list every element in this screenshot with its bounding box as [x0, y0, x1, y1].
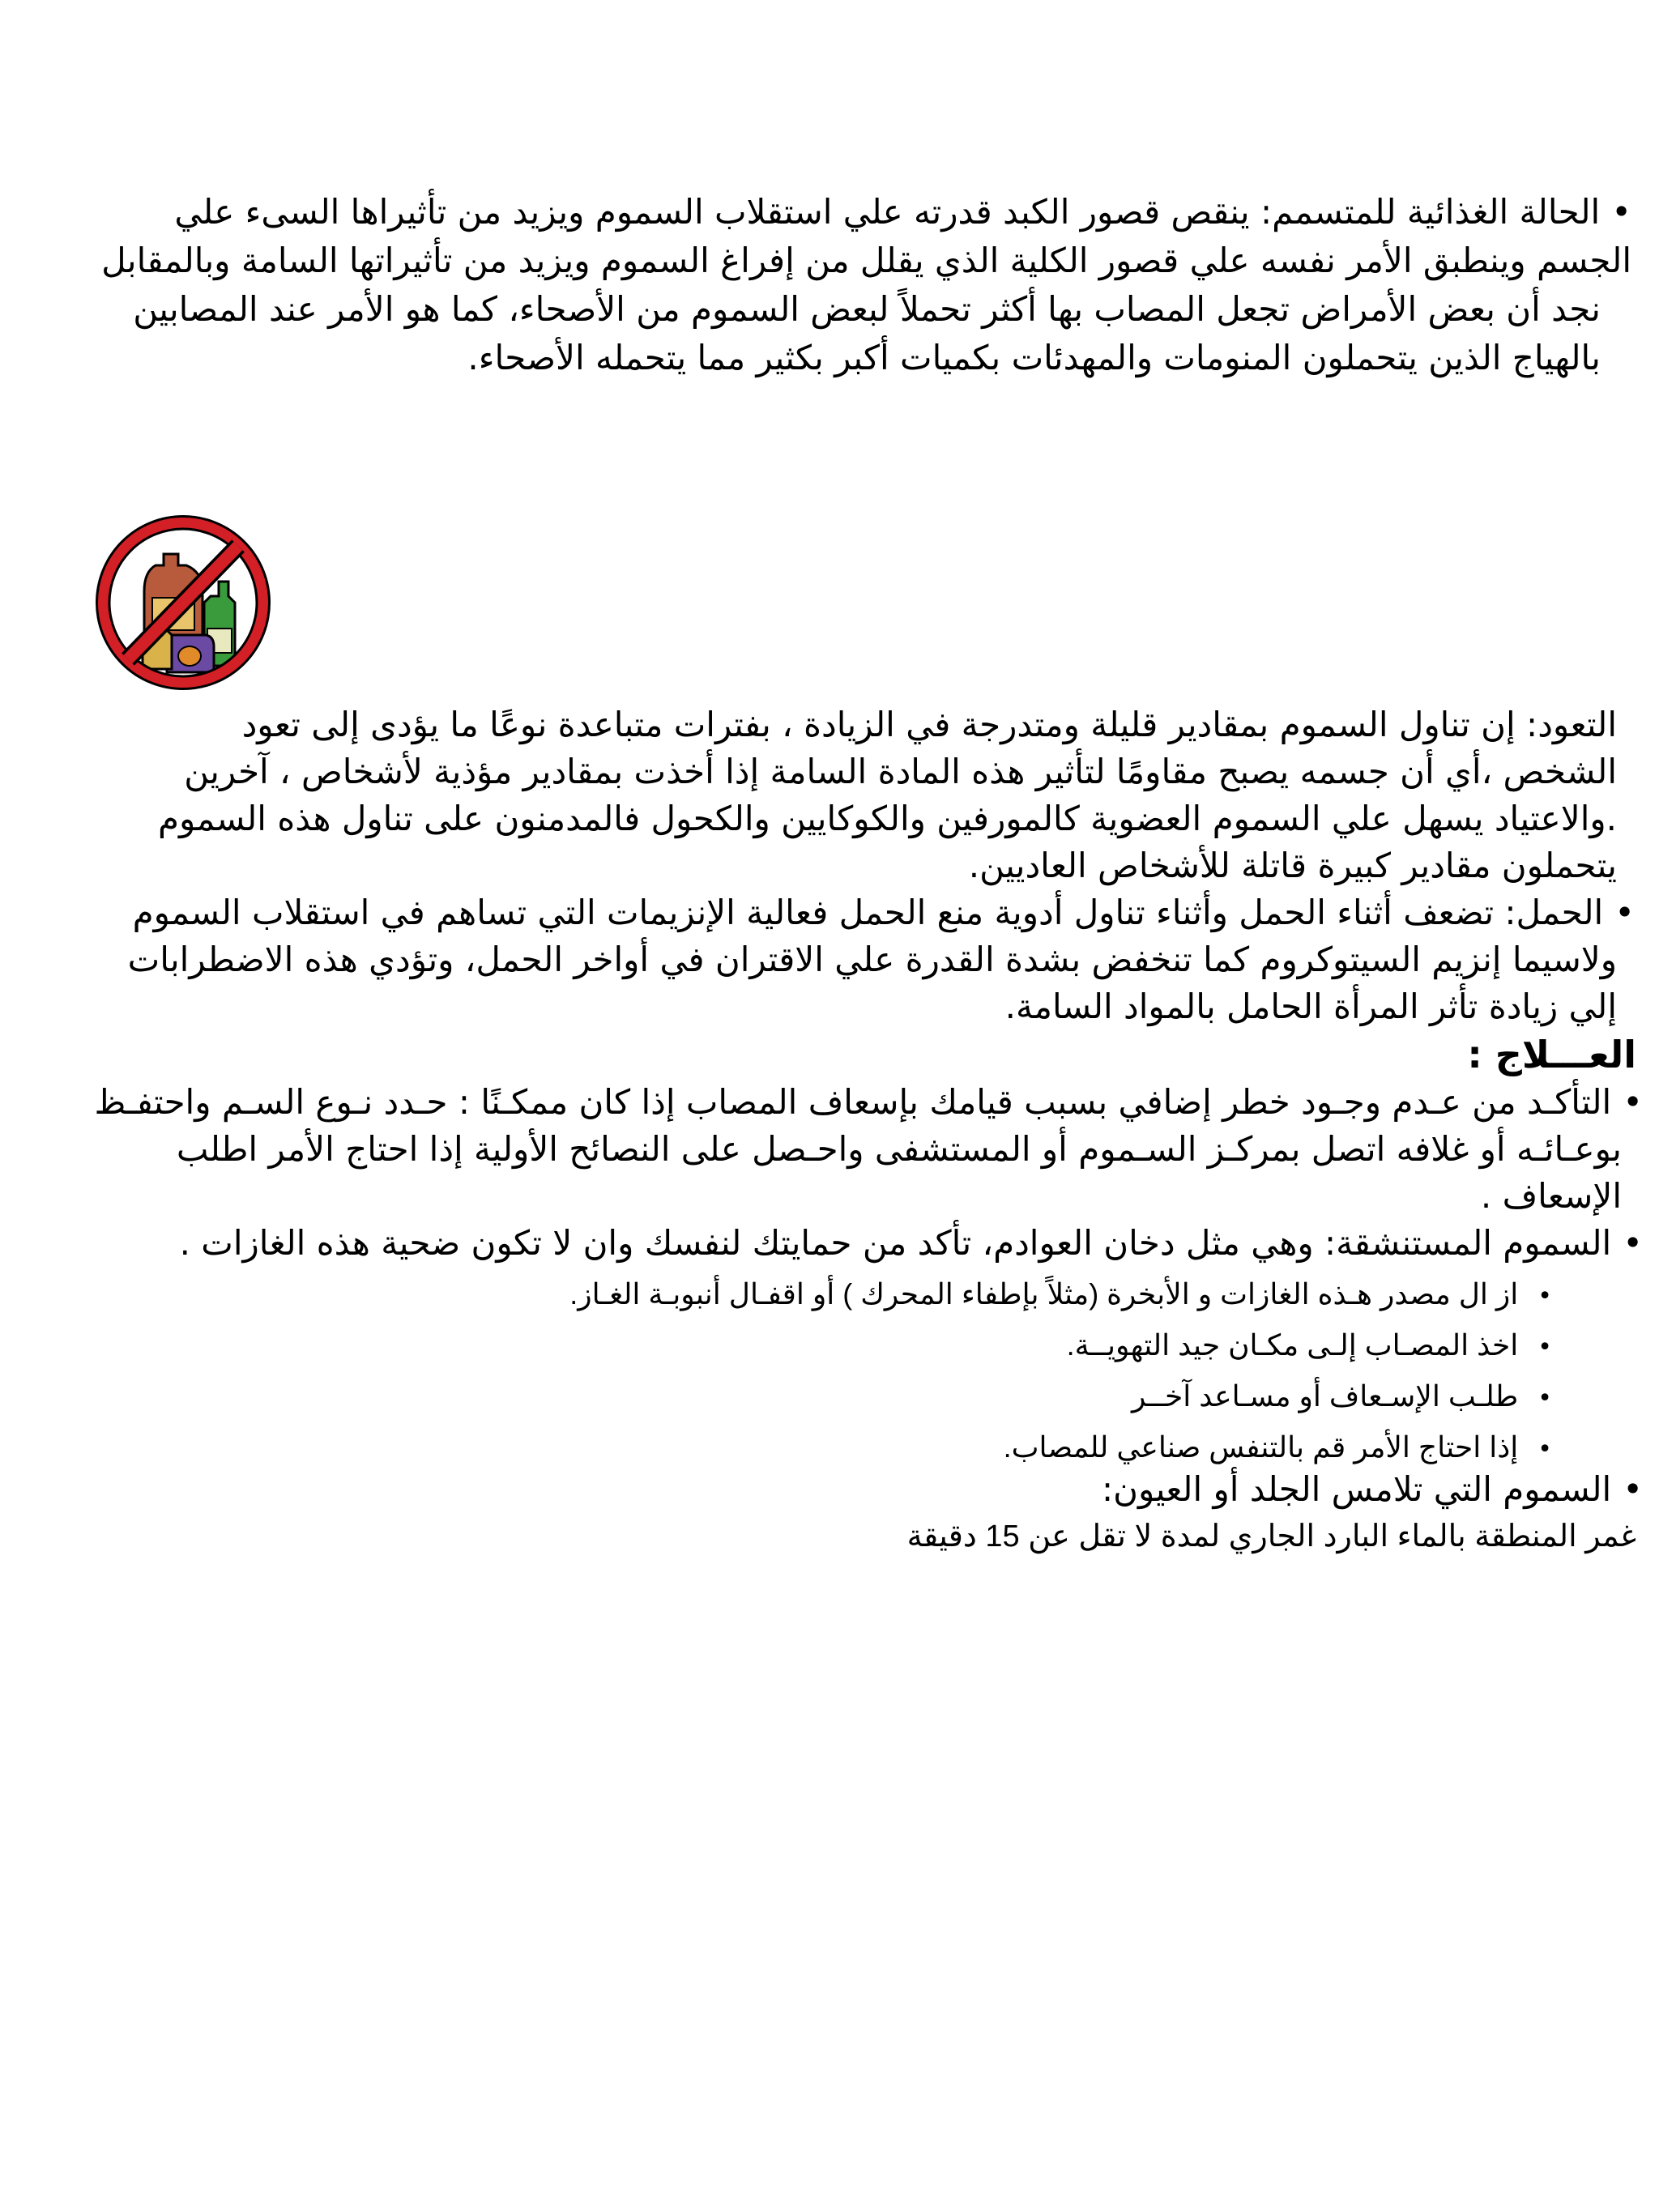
- treatment-section: [15, 1079, 1643, 1267]
- list-item: •إذا احتاج الأمر قم بالتنفس صناعي للمصاب.: [1003, 1430, 1552, 1464]
- paragraph-line: [11, 188, 1631, 237]
- bullet: •: [1623, 1223, 1643, 1263]
- skin-eyes-action: غمر المنطقة بالماء البارد الجاري لمدة لا تقل عن 15 دقيقة: [906, 1519, 1636, 1554]
- list-item: •از ال مصدر هـذه الغازات و الأبخرة (مثلاً بإطفاء المحرك ) أو اقفـال أنبوبـة الغـاز.: [569, 1277, 1552, 1311]
- bullet: •: [1623, 1469, 1643, 1509]
- list-item: •اخذ المصـاب إلـى مكـان جيد التهويــة.: [1066, 1328, 1552, 1362]
- pregnancy-line: إلي زيادة تأثر المرأة الحامل بالمواد السامة.: [1004, 987, 1617, 1026]
- paragraph-text: ينقص قصور الكبد قدرته علي استقلاب السموم ويزيد من تأثيراها السىء علي: [174, 192, 1250, 232]
- bullet: •: [1611, 192, 1631, 232]
- bullet: •: [1623, 1082, 1643, 1122]
- addiction-pregnancy-section: [18, 701, 1638, 1030]
- gas-steps-list: [94, 1270, 1552, 1474]
- inhaled-poisons-line: •السموم المستنشقة: وهي مثل دخان العوادم، تأكد من حمايتك لنفسك وان لا تكون ضحية هذه الغازات .: [179, 1223, 1643, 1263]
- paragraph-line: التعود: إن تناول السموم بمقادير قليلة ومتدرجة في الزيادة ، بفترات متباعدة نوعًا ما يؤدى إلى تعود: [241, 705, 1617, 744]
- bullet: •: [1537, 1435, 1552, 1464]
- paragraph-line: الجسم وينطبق الأمر نفسه علي قصور الكلية الذي يقلل من إفراغ السموم ويزيد من تأثيراتها السامة وبالمقابل: [101, 241, 1631, 280]
- nutritional-state-paragraph: [11, 188, 1631, 382]
- treatment-line: الإسعاف .: [1480, 1176, 1622, 1216]
- bullet: •: [1537, 1384, 1552, 1413]
- pregnancy-line: •الحمل: تضعف أثناء الحمل وأثناء تناول أدوية منع الحمل فعالية الإنزيمات التي تساهم في استقلاب السموم: [132, 893, 1635, 932]
- bullet: •: [1537, 1282, 1552, 1311]
- paragraph-line: .والاعتياد يسهل علي السموم العضوية كالمورفين والكوكايين والكحول فالمدمنون على تناول هذه السموم: [158, 799, 1617, 838]
- bullet: •: [1614, 893, 1635, 932]
- paragraph-line: الشخص ،أي أن جسمه يصبح مقاومًا لتأثير هذه المادة السامة إذا أخذت بمقادير مؤذية لأشخاص ، آخرين: [184, 752, 1617, 791]
- section-lead: الحالة الغذائية للمتسمم:: [1260, 192, 1601, 232]
- treatment-heading: العـــلاج :: [1467, 1033, 1636, 1076]
- bullet: •: [1537, 1333, 1552, 1362]
- pregnancy-line: ولاسيما إنزيم السيتوكروم كما تنخفض بشدة القدرة علي الاقتران في أواخر الحمل، وتؤدي هذه الاضطرابات: [127, 940, 1617, 979]
- paragraph-line: نجد أن بعض الأمراض تجعل المصاب بها أكثر تحملاً لبعض السموم من الأصحاء، كما هو الأمر عند المصابين: [133, 289, 1601, 329]
- list-item: •طلـب الإسـعاف أو مسـاعد آخــر: [1132, 1379, 1552, 1413]
- paragraph-line: بالهياج الذين يتحملون المنومات والمهدئات بكميات أكبر بكثير مما يتحمله الأصحاء.: [467, 338, 1601, 377]
- paragraph-line: يتحملون مقادير كبيرة قاتلة للأشخاص العاديين.: [968, 846, 1617, 885]
- treatment-line: بوعـائـه أو غلافه اتصل بمركـز السـموم أو المستشفى واحـصل على النصائح الأولية إذا احتاج الأمر اطلب: [176, 1129, 1622, 1169]
- no-alcohol-icon: [84, 507, 282, 698]
- treatment-line: •التأكـد من عـدم وجـود خطر إضافي بسبب قيامك بإسعاف المصاب إذا كان ممكـنًا : حـدد نـوع السـم واحتفـظ: [94, 1082, 1643, 1122]
- skin-eyes-line: •السموم التي تلامس الجلد أو العيون:: [1102, 1469, 1643, 1509]
